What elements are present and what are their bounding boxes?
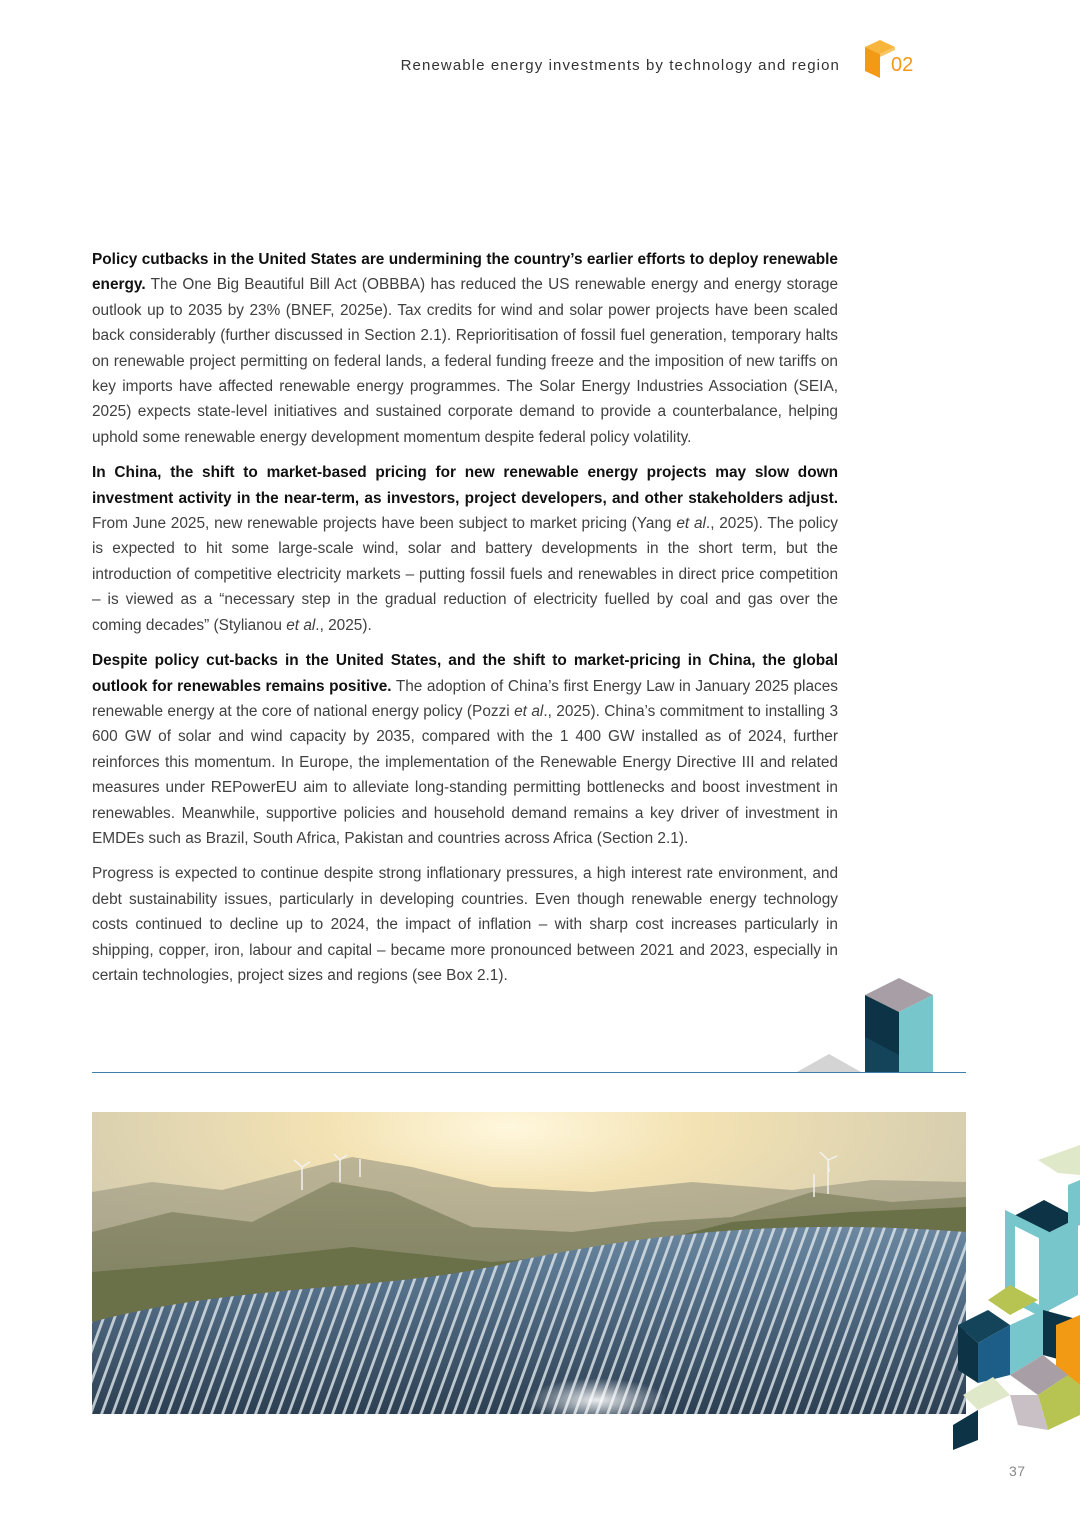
decorative-cubes-graphic bbox=[948, 1145, 1080, 1455]
page-number: 37 bbox=[1009, 1463, 1026, 1479]
solar-farm-photo bbox=[92, 1112, 966, 1414]
paragraph-lead: Policy cutbacks in the United States are undermining the country’s earlier efforts to deploy renewable energy. bbox=[92, 251, 838, 294]
paragraph-global-outlook bbox=[92, 648, 838, 851]
paragraph-us-policy bbox=[92, 247, 838, 450]
decorative-cube-graphic bbox=[795, 975, 935, 1075]
chapter-number: 02 bbox=[891, 54, 914, 76]
paragraph-lead: In China, the shift to market-based pricing for new renewable energy projects may slow down investment activity in the near-term, as investors, project developers, and other stakeholders adjust. bbox=[92, 464, 838, 507]
paragraph-text: From June 2025, new renewable projects have been subject to market pricing (Yang bbox=[92, 515, 677, 533]
paragraph-text: ., 2025). China’s commitment to installing 3 600 GW of solar and wind capacity by 2035, compared with the 1 400 GW installed as of 2024, further reinforces this momentum. In Europe, the implementation of the Renewable Energy Directive III and related measures under REPowerEU aim to alleviate long-standing permitting bottlenecks and boost investment in renewables. Meanwhile, supportive policies and household demand remains a key driver of investment in EMDEs such as Brazil, South Africa, Pakistan and countries across Africa (Section 2.1). bbox=[92, 702, 838, 847]
citation-et-al: et al bbox=[286, 616, 316, 634]
paragraph-text: Progress is expected to continue despite strong inflationary pressures, a high interest rate environment, and debt sustainability issues, particularly in developing countries. Even though renewable energy technology costs continued to decline up to 2024, the impact of inflation – with sharp cost increases particularly in shipping, copper, iron, labour and capital – became more pronounced between 2021 and 2023, especially in certain technologies, project sizes and regions (see Box 2.1). bbox=[92, 865, 838, 984]
citation-et-al: et al bbox=[676, 515, 706, 533]
paragraph-text: ., 2025). bbox=[315, 616, 372, 634]
paragraph-china-pricing bbox=[92, 460, 838, 638]
paragraph-inflation bbox=[92, 861, 838, 988]
section-divider bbox=[92, 1072, 966, 1073]
paragraph-text: ., 2025). The policy is expected to hit some large-scale wind, solar and battery developments in the short term, but the introduction of competitive electricity markets – putting fossil fuels and renewables in direct price competition – is viewed as a “necessary step in the gradual reduction of electricity fuelled by coal and gas over the coming decades” (Stylianou bbox=[92, 515, 838, 634]
paragraph-text: The One Big Beautiful Bill Act (OBBBA) has reduced the US renewable energy and energy storage outlook up to 2035 by 23% (BNEF, 2025e). Tax credits for wind and solar power projects have been scaled back considerably (further discussed in Section 2.1). Reprioritisation of fossil fuel generation, temporary halts on renewable project permitting on federal lands, a federal funding freeze and the imposition of new tariffs on key imports have affected renewable energy programmes. The Solar Energy Industries Association (SEIA, 2025) expects state-level initiatives and sustained corporate demand to provide a counterbalance, helping uphold some renewable energy development momentum despite federal policy volatility. bbox=[92, 276, 838, 446]
paragraph-lead: Despite policy cut-backs in the United States, and the shift to market-pricing in China, the global outlook for renewables remains positive. bbox=[92, 652, 838, 695]
paragraph-text: The adoption of China’s first Energy Law in January 2025 places renewable energy at the core of national energy policy (Pozzi bbox=[92, 677, 838, 720]
body-text bbox=[92, 247, 838, 998]
running-header-title: Renewable energy investments by technology and region bbox=[400, 57, 840, 74]
citation-et-al: et al bbox=[514, 702, 544, 720]
